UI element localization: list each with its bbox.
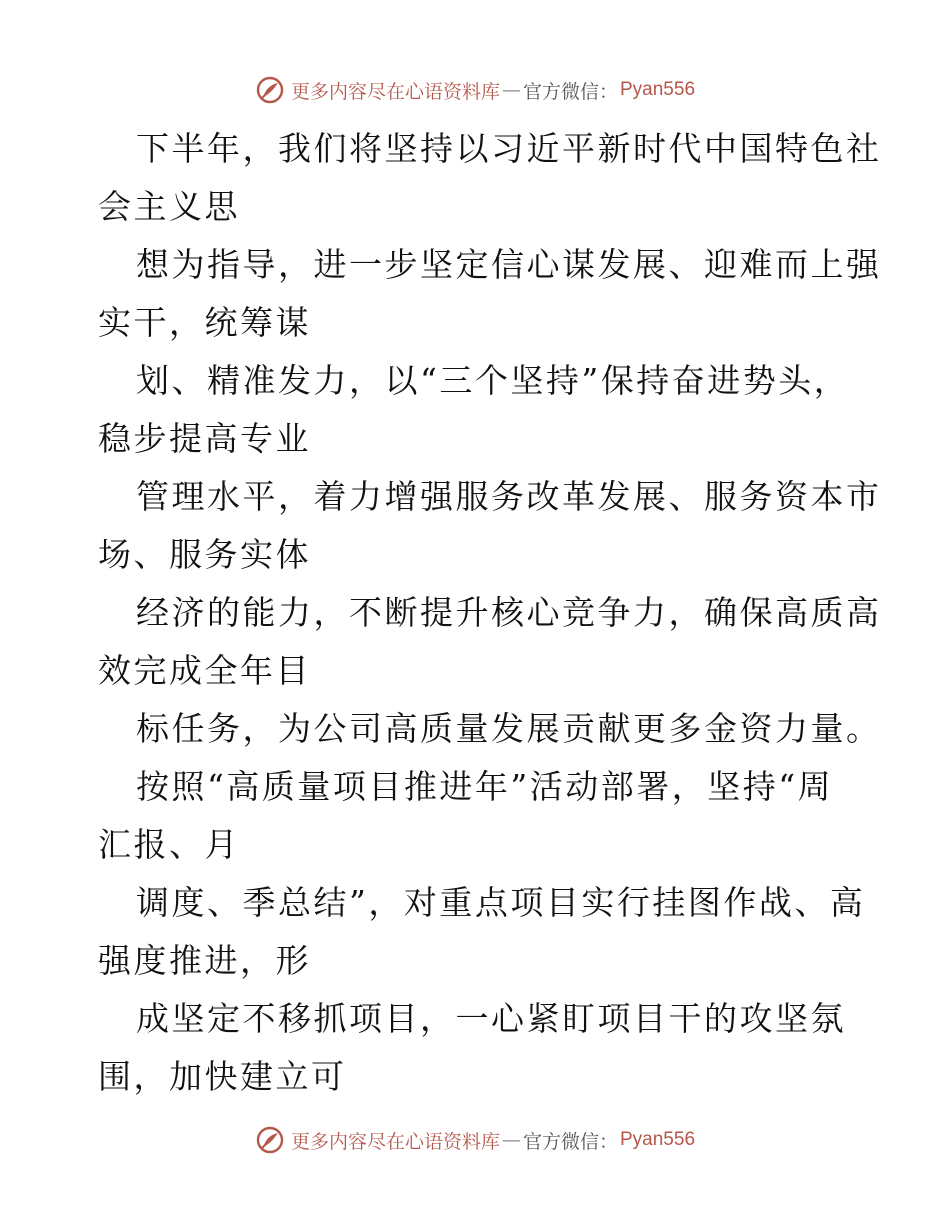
watermark-brand: 更多内容尽在心语资料库	[290, 1130, 500, 1153]
watermark-account: Pyan556	[620, 1129, 696, 1150]
body-line: 会主义思	[98, 187, 240, 226]
body-line: 实干，统筹谋	[98, 303, 311, 342]
body-line: 管理水平，着力增强服务改革发展、服务资本市	[136, 477, 882, 516]
watermark-separator: —	[501, 79, 521, 101]
watermark-wechat-label: 官方微信：	[522, 1130, 618, 1153]
body-line: 场、服务实体	[98, 535, 311, 574]
watermark-account: Pyan556	[620, 79, 696, 100]
document-body	[98, 120, 882, 1106]
body-line: 成坚定不移抓项目，一心紧盯项目干的攻坚氛	[136, 999, 846, 1038]
body-line: 想为指导，进一步坚定信心谋发展、迎难而上强	[136, 245, 882, 284]
body-line: 稳步提高专业	[98, 419, 311, 458]
body-line: 调度、季总结”，对重点项目实行挂图作战、高	[136, 883, 866, 922]
body-line: 标任务，为公司高质量发展贡献更多金资力量。	[136, 709, 882, 748]
watermark-header	[0, 70, 950, 110]
watermark-separator: —	[501, 1129, 521, 1151]
brand-logo-icon	[255, 75, 285, 105]
body-line: 汇报、月	[98, 825, 240, 864]
body-line: 效完成全年目	[98, 651, 311, 690]
body-line: 强度推进，形	[98, 941, 311, 980]
body-line: 经济的能力，不断提升核心竞争力，确保高质高	[136, 593, 882, 632]
body-line: 划、精准发力，以“三个坚持”保持奋进势头，	[136, 361, 850, 400]
body-line: 下半年，我们将坚持以习近平新时代中国特色社	[136, 129, 882, 168]
body-line: 按照“高质量项目推进年”活动部署，坚持“周	[136, 767, 834, 806]
watermark-brand: 更多内容尽在心语资料库	[290, 80, 500, 103]
brand-logo-icon	[255, 1125, 285, 1155]
watermark-wechat-label: 官方微信：	[522, 80, 618, 103]
body-line: 围，加快建立可	[98, 1057, 347, 1096]
watermark-footer	[0, 1120, 950, 1160]
